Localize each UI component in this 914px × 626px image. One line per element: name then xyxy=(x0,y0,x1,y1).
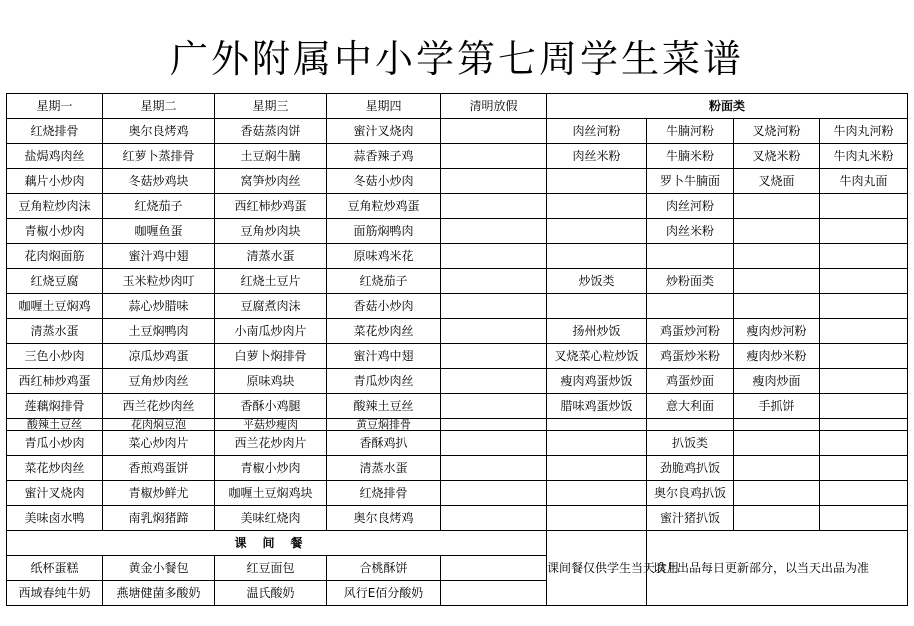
noodle-cell xyxy=(647,419,734,431)
table-row xyxy=(7,119,908,144)
noodle-cell: 手抓饼 xyxy=(734,394,820,419)
noodle-cell xyxy=(734,294,820,319)
dish-cell: 冬菇炒鸡块 xyxy=(103,169,215,194)
noodle-cell xyxy=(734,481,820,506)
table-row xyxy=(7,431,908,456)
dish-cell: 蜜汁叉烧肉 xyxy=(327,119,441,144)
noodle-cell xyxy=(547,431,647,456)
snack-note: 课间餐仅供学生当天食用 xyxy=(547,531,647,606)
dish-cell: 红烧茄子 xyxy=(327,269,441,294)
dish-cell: 莲藕焖排骨 xyxy=(7,394,103,419)
noodle-cell: 叉烧河粉 xyxy=(734,119,820,144)
menu-table xyxy=(6,93,908,606)
dish-cell: 红烧土豆片 xyxy=(215,269,327,294)
table-row xyxy=(7,194,908,219)
noodle-cell xyxy=(547,219,647,244)
dish-cell: 青椒炒鲜尤 xyxy=(103,481,215,506)
noodle-cell: 蜜汁猪扒饭 xyxy=(647,506,734,531)
dish-cell: 西红柿炒鸡蛋 xyxy=(7,369,103,394)
noodle-cell: 牛肉丸河粉 xyxy=(820,119,908,144)
dish-cell: 原味鸡块 xyxy=(215,369,327,394)
dish-cell: 凉瓜炒鸡蛋 xyxy=(103,344,215,369)
day-header: 星期三 xyxy=(215,94,327,119)
snack-cell: 合桃酥饼 xyxy=(327,556,441,581)
dish-cell: 酸辣土豆丝 xyxy=(327,394,441,419)
table-row xyxy=(7,169,908,194)
dish-cell: 红烧茄子 xyxy=(103,194,215,219)
dish-cell: 菜花炒肉丝 xyxy=(7,456,103,481)
dish-cell: 黄豆焖排骨 xyxy=(327,419,441,431)
menu-body xyxy=(7,94,908,606)
dish-cell: 美味红烧肉 xyxy=(215,506,327,531)
noodle-cell: 扒饭类 xyxy=(647,431,734,456)
snack-empty-cell xyxy=(441,581,547,606)
dish-cell: 酸辣土豆丝 xyxy=(7,419,103,431)
noodle-cell: 肉丝米粉 xyxy=(647,219,734,244)
dish-cell: 豆腐煮肉沫 xyxy=(215,294,327,319)
table-row xyxy=(7,419,908,431)
dish-cell: 奥尔良烤鸡 xyxy=(327,506,441,531)
dish-cell: 平菇炒瘦肉 xyxy=(215,419,327,431)
dish-cell: 咖喱土豆焖鸡块 xyxy=(215,481,327,506)
noodle-cell xyxy=(547,169,647,194)
dish-cell: 红烧排骨 xyxy=(7,119,103,144)
dish-cell: 藕片小炒肉 xyxy=(7,169,103,194)
header-row xyxy=(7,94,908,119)
noodle-cell xyxy=(547,244,647,269)
holiday-cell xyxy=(441,431,547,456)
table-row xyxy=(7,144,908,169)
table-row xyxy=(7,369,908,394)
dish-cell: 咖喱土豆焖鸡 xyxy=(7,294,103,319)
table-row xyxy=(7,269,908,294)
noodle-cell xyxy=(820,481,908,506)
noodle-cell xyxy=(547,194,647,219)
dish-cell: 蜜汁叉烧肉 xyxy=(7,481,103,506)
noodle-cell xyxy=(820,431,908,456)
page-title: 广外附属中小学第七周学生菜谱 xyxy=(169,37,744,81)
table-row xyxy=(7,244,908,269)
dish-cell: 青椒小炒肉 xyxy=(7,219,103,244)
holiday-cell xyxy=(441,481,547,506)
noodle-cell xyxy=(734,244,820,269)
dish-cell: 冬菇小炒肉 xyxy=(327,169,441,194)
holiday-cell xyxy=(441,144,547,169)
table-row xyxy=(7,456,908,481)
holiday-cell xyxy=(441,369,547,394)
dish-cell: 奥尔良烤鸡 xyxy=(103,119,215,144)
holiday-cell xyxy=(441,319,547,344)
holiday-cell xyxy=(441,344,547,369)
dish-cell: 香菇蒸肉饼 xyxy=(215,119,327,144)
noodle-cell xyxy=(820,506,908,531)
noodle-cell xyxy=(547,294,647,319)
noodle-cell xyxy=(820,369,908,394)
dish-cell: 蜜汁鸡中翅 xyxy=(327,344,441,369)
noodle-cell xyxy=(820,294,908,319)
holiday-cell xyxy=(441,294,547,319)
noodle-cell xyxy=(820,244,908,269)
holiday-cell xyxy=(441,244,547,269)
dish-cell: 白萝卜焖排骨 xyxy=(215,344,327,369)
noodle-cell: 奥尔良鸡扒饭 xyxy=(647,481,734,506)
dish-cell: 豆角粒炒鸡蛋 xyxy=(327,194,441,219)
noodle-cell: 腊味鸡蛋炒饭 xyxy=(547,394,647,419)
table-row xyxy=(7,506,908,531)
snack-cell: 燕塘健菌多酸奶 xyxy=(103,581,215,606)
dish-cell: 清蒸水蛋 xyxy=(7,319,103,344)
noodle-cell xyxy=(734,506,820,531)
dish-cell: 西兰花炒肉片 xyxy=(215,431,327,456)
noodle-cell: 炒饭类 xyxy=(547,269,647,294)
noodle-cell xyxy=(734,269,820,294)
noodle-cell xyxy=(820,269,908,294)
table-row xyxy=(7,394,908,419)
noodle-cell: 炒粉面类 xyxy=(647,269,734,294)
noodle-cell: 牛腩河粉 xyxy=(647,119,734,144)
dish-cell: 西红柿炒鸡蛋 xyxy=(215,194,327,219)
noodle-cell xyxy=(734,431,820,456)
noodle-cell: 肉丝米粉 xyxy=(547,144,647,169)
table-row xyxy=(7,481,908,506)
holiday-cell xyxy=(441,169,547,194)
dish-cell: 红萝卜蒸排骨 xyxy=(103,144,215,169)
holiday-cell xyxy=(441,456,547,481)
day-header: 星期四 xyxy=(327,94,441,119)
noodle-cell xyxy=(820,419,908,431)
noodle-cell: 牛肉丸米粉 xyxy=(820,144,908,169)
dish-cell: 青瓜炒肉丝 xyxy=(327,369,441,394)
dish-cell: 青瓜小炒肉 xyxy=(7,431,103,456)
table-row xyxy=(7,294,908,319)
dish-cell: 菜花炒肉丝 xyxy=(327,319,441,344)
dish-cell: 西兰花炒肉丝 xyxy=(103,394,215,419)
dish-cell: 美味卤水鸭 xyxy=(7,506,103,531)
table-row xyxy=(7,219,908,244)
noodle-cell: 牛腩米粉 xyxy=(647,144,734,169)
noodle-cell xyxy=(547,456,647,481)
snack-cell: 温氏酸奶 xyxy=(215,581,327,606)
noodle-cell: 肉丝河粉 xyxy=(647,194,734,219)
noodle-cell xyxy=(734,419,820,431)
holiday-cell xyxy=(441,394,547,419)
dish-cell: 香酥小鸡腿 xyxy=(215,394,327,419)
table-row xyxy=(7,344,908,369)
noodle-cell: 劲脆鸡扒饭 xyxy=(647,456,734,481)
noodle-cell: 扬州炒饭 xyxy=(547,319,647,344)
dish-cell: 原味鸡米花 xyxy=(327,244,441,269)
dish-cell: 清蒸水蛋 xyxy=(215,244,327,269)
dish-cell: 小南瓜炒肉片 xyxy=(215,319,327,344)
noodle-cell: 牛肉丸面 xyxy=(820,169,908,194)
noodle-cell xyxy=(820,394,908,419)
noodle-cell: 瘦肉鸡蛋炒饭 xyxy=(547,369,647,394)
dish-cell: 菜心炒肉片 xyxy=(103,431,215,456)
footer-note: 以上出品每日更新部分，以当天出品为准 xyxy=(647,531,908,606)
noodle-cell xyxy=(647,294,734,319)
noodle-cell xyxy=(547,481,647,506)
noodle-cell: 瘦肉炒面 xyxy=(734,369,820,394)
holiday-cell xyxy=(441,506,547,531)
noodle-cell xyxy=(734,456,820,481)
dish-cell: 豆角粒炒肉沫 xyxy=(7,194,103,219)
holiday-cell xyxy=(441,194,547,219)
dish-cell: 三色小炒肉 xyxy=(7,344,103,369)
dish-cell: 土豆焖牛腩 xyxy=(215,144,327,169)
snack-title-row xyxy=(7,531,908,556)
table-row xyxy=(7,319,908,344)
noodle-header: 粉面类 xyxy=(547,94,908,119)
dish-cell: 蒜香辣子鸡 xyxy=(327,144,441,169)
holiday-header: 清明放假 xyxy=(441,94,547,119)
noodle-cell: 鸡蛋炒河粉 xyxy=(647,319,734,344)
snack-cell: 红豆面包 xyxy=(215,556,327,581)
dish-cell: 红烧豆腐 xyxy=(7,269,103,294)
dish-cell: 面筋焖鸭肉 xyxy=(327,219,441,244)
noodle-cell xyxy=(734,219,820,244)
noodle-cell: 瘦肉炒米粉 xyxy=(734,344,820,369)
dish-cell: 蜜汁鸡中翅 xyxy=(103,244,215,269)
noodle-cell: 鸡蛋炒面 xyxy=(647,369,734,394)
noodle-cell: 肉丝河粉 xyxy=(547,119,647,144)
snack-cell: 纸杯蛋糕 xyxy=(7,556,103,581)
noodle-cell xyxy=(820,319,908,344)
dish-cell: 豆角炒肉块 xyxy=(215,219,327,244)
noodle-cell: 叉烧面 xyxy=(734,169,820,194)
dish-cell: 豆角炒肉丝 xyxy=(103,369,215,394)
noodle-cell xyxy=(820,194,908,219)
noodle-cell xyxy=(547,506,647,531)
dish-cell: 香菇小炒肉 xyxy=(327,294,441,319)
noodle-cell xyxy=(820,456,908,481)
dish-cell: 窝笋炒肉丝 xyxy=(215,169,327,194)
noodle-cell xyxy=(547,419,647,431)
dish-cell: 玉米粒炒肉叮 xyxy=(103,269,215,294)
snack-cell: 西域春纯牛奶 xyxy=(7,581,103,606)
noodle-cell: 叉烧米粉 xyxy=(734,144,820,169)
dish-cell: 南乳焖猪蹄 xyxy=(103,506,215,531)
day-header: 星期二 xyxy=(103,94,215,119)
noodle-cell xyxy=(734,194,820,219)
noodle-cell: 瘦肉炒河粉 xyxy=(734,319,820,344)
dish-cell: 花肉焖豆泡 xyxy=(103,419,215,431)
dish-cell: 盐焗鸡肉丝 xyxy=(7,144,103,169)
noodle-cell: 罗卜牛腩面 xyxy=(647,169,734,194)
snack-cell: 黄金小餐包 xyxy=(103,556,215,581)
dish-cell: 花肉焖面筋 xyxy=(7,244,103,269)
dish-cell: 青椒小炒肉 xyxy=(215,456,327,481)
dish-cell: 土豆焖鸭肉 xyxy=(103,319,215,344)
holiday-cell xyxy=(441,419,547,431)
dish-cell: 香煎鸡蛋饼 xyxy=(103,456,215,481)
noodle-cell: 鸡蛋炒米粉 xyxy=(647,344,734,369)
noodle-cell xyxy=(820,344,908,369)
noodle-cell xyxy=(820,219,908,244)
snack-cell: 风行E佰分酸奶 xyxy=(327,581,441,606)
snack-title: 课间餐 xyxy=(7,531,547,556)
noodle-cell: 意大利面 xyxy=(647,394,734,419)
dish-cell: 蒜心炒腊味 xyxy=(103,294,215,319)
day-header: 星期一 xyxy=(7,94,103,119)
holiday-cell xyxy=(441,119,547,144)
noodle-cell: 叉烧菜心粒炒饭 xyxy=(547,344,647,369)
noodle-cell xyxy=(647,244,734,269)
dish-cell: 清蒸水蛋 xyxy=(327,456,441,481)
dish-cell: 咖喱鱼蛋 xyxy=(103,219,215,244)
holiday-cell xyxy=(441,219,547,244)
dish-cell: 香酥鸡扒 xyxy=(327,431,441,456)
snack-empty-cell xyxy=(441,556,547,581)
holiday-cell xyxy=(441,269,547,294)
dish-cell: 红烧排骨 xyxy=(327,481,441,506)
